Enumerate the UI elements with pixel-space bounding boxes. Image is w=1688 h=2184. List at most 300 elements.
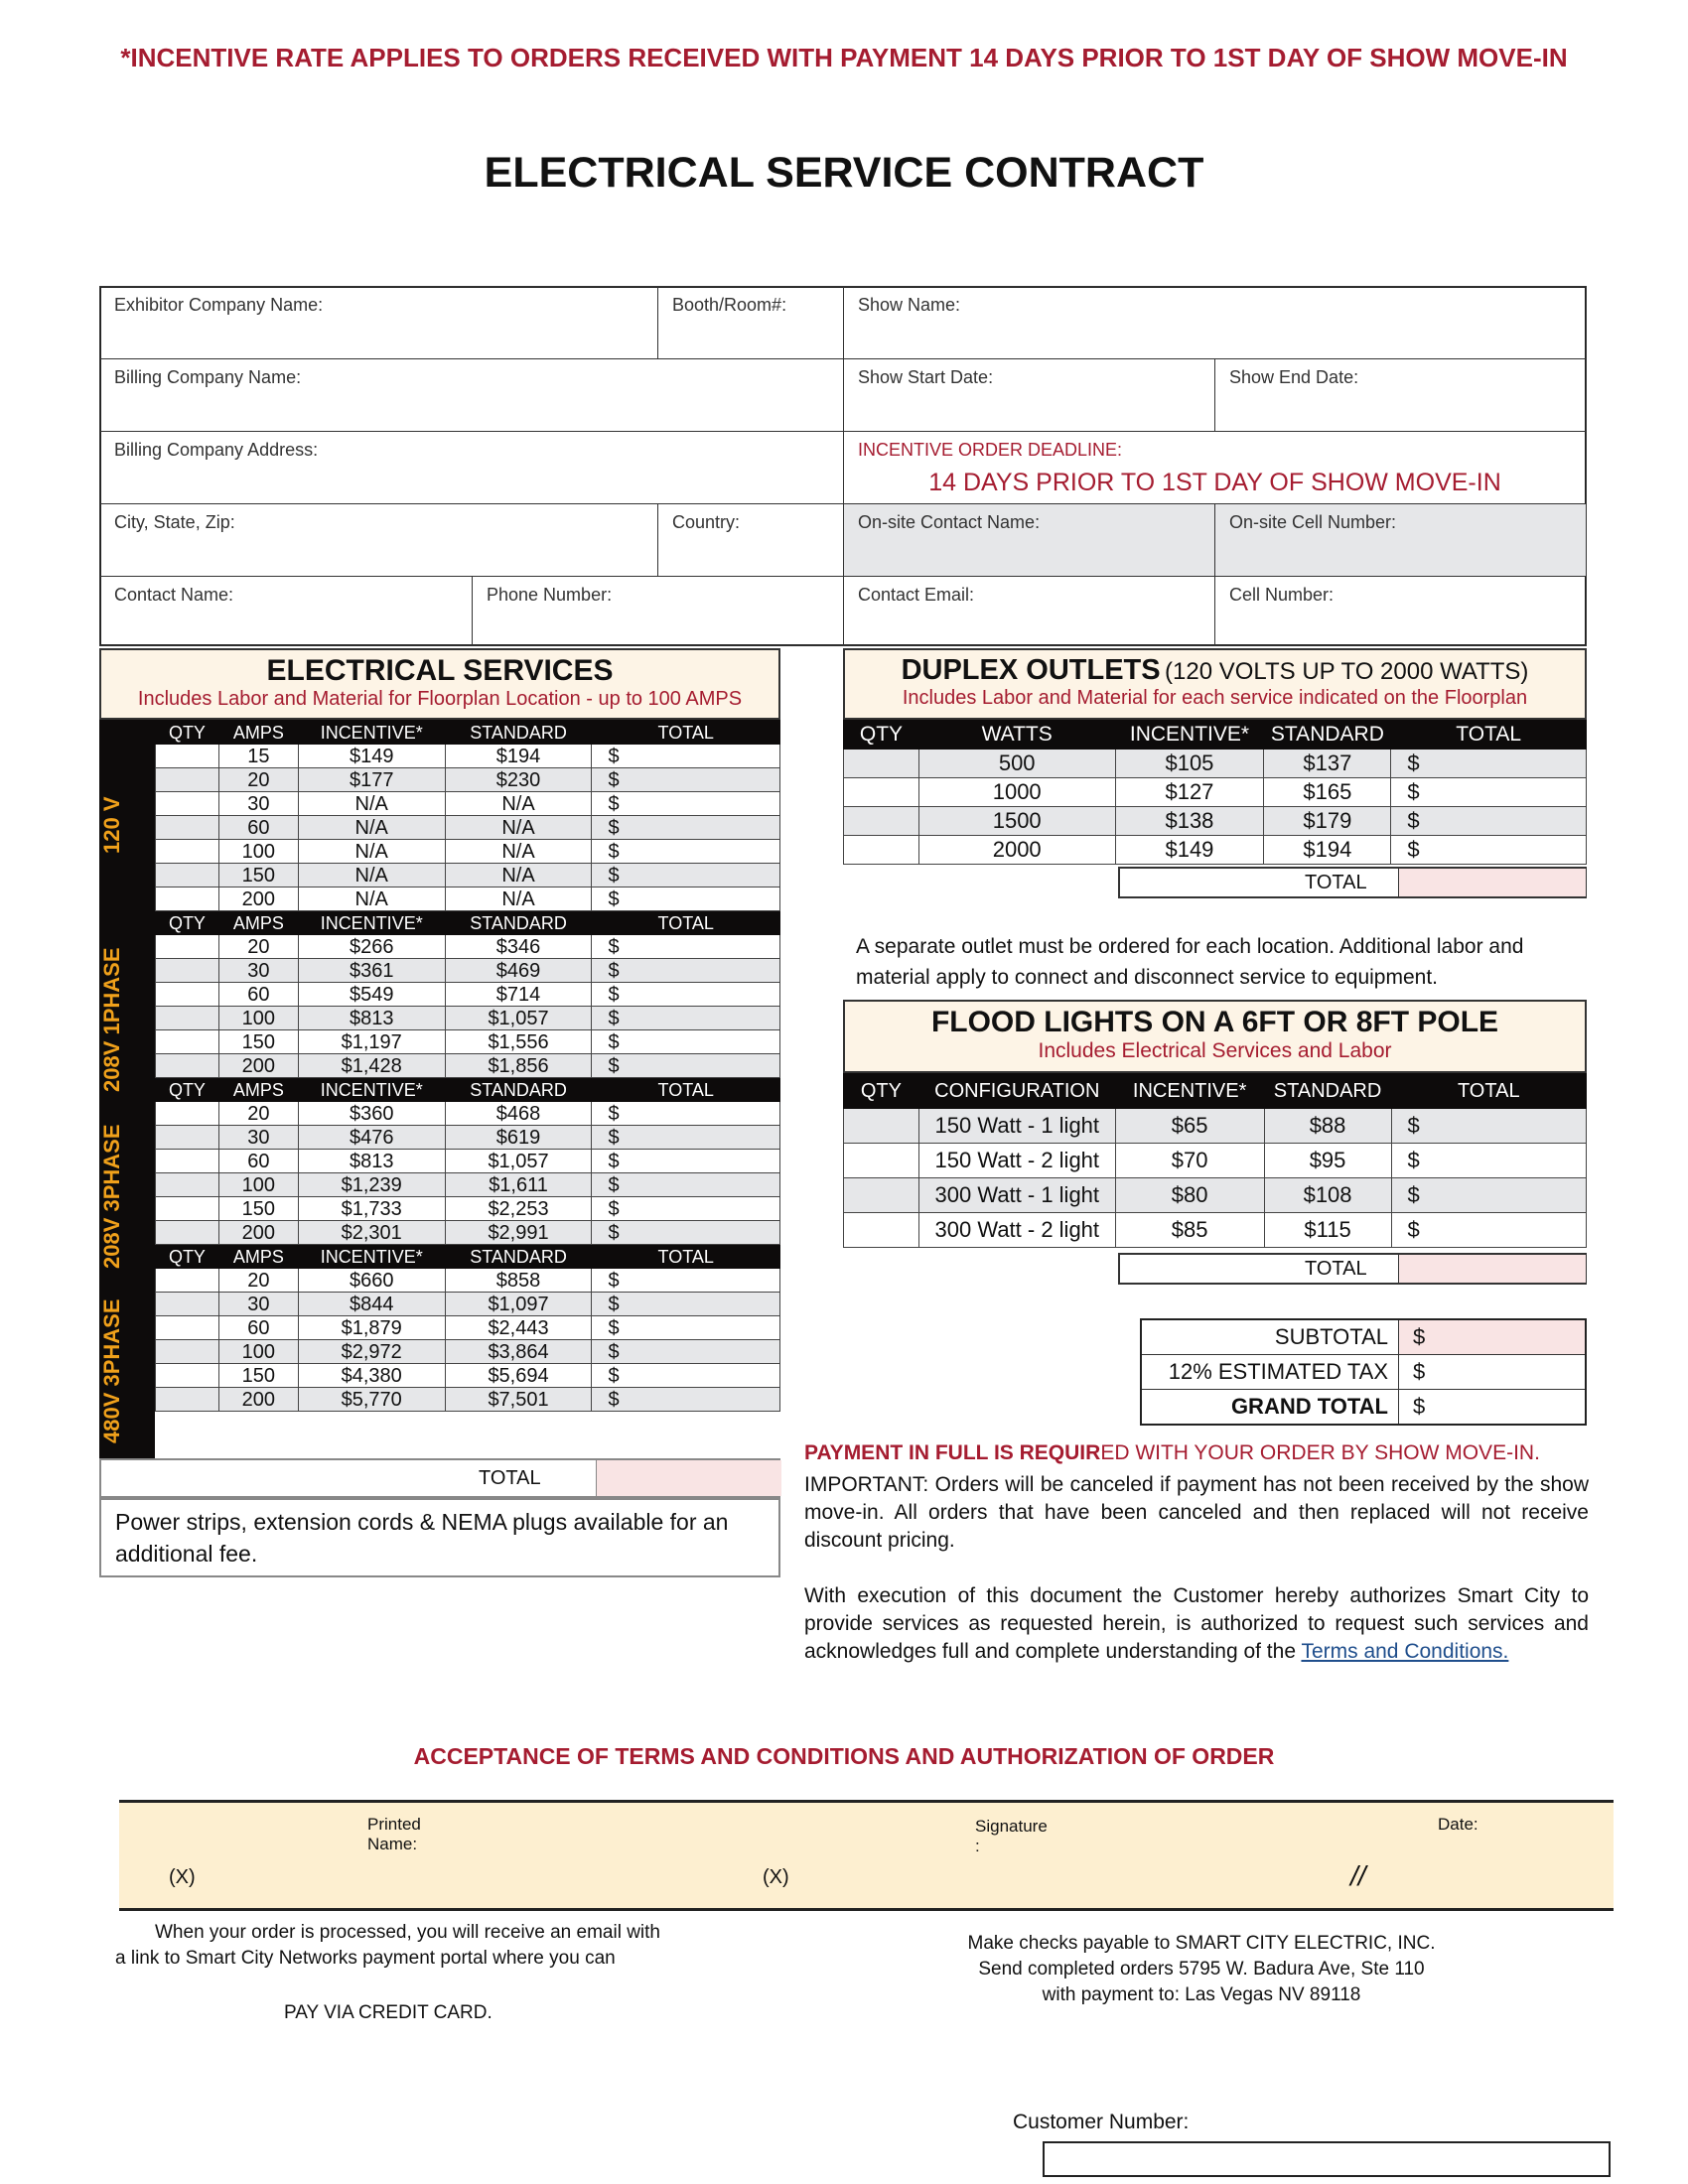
- standard-price: $1,611: [445, 1173, 592, 1197]
- electrical-row: [156, 840, 780, 864]
- qty-input[interactable]: [844, 1213, 919, 1248]
- group-label-480v-3phase: 480V 3PHASE: [99, 1284, 155, 1458]
- qty-input[interactable]: [156, 1197, 219, 1221]
- qty-input[interactable]: [156, 1102, 219, 1126]
- duplex-header: [843, 648, 1587, 720]
- row-total[interactable]: $: [592, 1150, 780, 1173]
- row-total[interactable]: $: [592, 1364, 780, 1388]
- electrical-row: [156, 1197, 780, 1221]
- qty-input[interactable]: [156, 864, 219, 887]
- deadline-value: 14 DAYS PRIOR TO 1ST DAY OF SHOW MOVE-IN: [928, 469, 1501, 496]
- column-header: AMPS: [218, 1078, 298, 1102]
- standard-price: $1,057: [445, 1007, 592, 1030]
- standard-price: N/A: [445, 816, 592, 840]
- phone-field[interactable]: Phone Number:: [472, 576, 844, 646]
- exhibitor-company-field[interactable]: Exhibitor Company Name:: [99, 286, 658, 359]
- amps-cell: 100: [218, 840, 298, 864]
- qty-input[interactable]: [156, 887, 219, 911]
- incentive-price: N/A: [298, 864, 445, 887]
- flood-lights-table: [843, 1073, 1587, 1248]
- onsite-cell-field[interactable]: On-site Cell Number:: [1214, 503, 1587, 577]
- row-total[interactable]: $: [592, 1126, 780, 1150]
- standard-price: $714: [445, 983, 592, 1007]
- watts-cell: 1000: [918, 778, 1115, 807]
- signature-field[interactable]: (X): [763, 1866, 789, 1888]
- qty-input[interactable]: [156, 768, 219, 792]
- qty-input[interactable]: [156, 1340, 219, 1364]
- country-field[interactable]: Country:: [657, 503, 844, 577]
- duplex-row: [844, 807, 1587, 836]
- electrical-row: [156, 768, 780, 792]
- deadline-label: INCENTIVE ORDER DEADLINE:: [858, 440, 1123, 460]
- standard-price: $1,556: [445, 1030, 592, 1054]
- watts-cell: 1500: [918, 807, 1115, 836]
- incentive-price: $2,972: [298, 1340, 445, 1364]
- electrical-row: [156, 1269, 780, 1293]
- contact-email-field[interactable]: Contact Email:: [843, 576, 1215, 646]
- standard-price: $2,991: [445, 1221, 592, 1245]
- duplex-total-value[interactable]: [1398, 869, 1586, 896]
- row-total[interactable]: $: [592, 840, 780, 864]
- qty-input[interactable]: [156, 1316, 219, 1340]
- electrical-row: [156, 983, 780, 1007]
- column-header: STANDARD: [445, 1245, 592, 1269]
- row-total[interactable]: $: [592, 1293, 780, 1316]
- incentive-price: $476: [298, 1126, 445, 1150]
- qty-input[interactable]: [844, 807, 919, 836]
- incentive-price: $2,301: [298, 1221, 445, 1245]
- row-total[interactable]: $: [592, 983, 780, 1007]
- qty-input[interactable]: [844, 1178, 919, 1213]
- standard-price: $2,253: [445, 1197, 592, 1221]
- billing-address-field[interactable]: Billing Company Address:: [99, 431, 844, 504]
- amps-cell: 20: [218, 1269, 298, 1293]
- tax-label: 12% ESTIMATED TAX: [1142, 1355, 1398, 1390]
- amps-cell: 200: [218, 1221, 298, 1245]
- row-total[interactable]: $: [592, 1007, 780, 1030]
- standard-price: N/A: [445, 840, 592, 864]
- electrical-row: [156, 816, 780, 840]
- flood-row: [844, 1213, 1587, 1248]
- standard-price: $194: [445, 745, 592, 768]
- row-total[interactable]: $: [592, 1102, 780, 1126]
- row-total[interactable]: $: [592, 935, 780, 959]
- electrical-table-container: [155, 720, 780, 1412]
- standard-price: $95: [1264, 1144, 1391, 1178]
- qty-input[interactable]: [156, 959, 219, 983]
- row-total[interactable]: $: [1391, 807, 1587, 836]
- important-note: IMPORTANT: Orders will be canceled if payment has not been received by the show move-in. All orders that have been canceled and then replaced will not receive discount pricing.: [804, 1473, 1589, 1552]
- amps-cell: 150: [218, 1197, 298, 1221]
- row-total[interactable]: $: [592, 1221, 780, 1245]
- incentive-banner: *INCENTIVE RATE APPLIES TO ORDERS RECEIVED WITH PAYMENT 14 DAYS PRIOR TO 1ST DAY OF SHOW MOVE-IN: [120, 43, 1568, 72]
- qty-input[interactable]: [156, 1054, 219, 1078]
- date-label: Date:: [1438, 1815, 1478, 1834]
- row-total[interactable]: $: [1391, 1144, 1586, 1178]
- execution-note: With execution of this document the Customer hereby authorizes Smart City to provide services as requested herein, is authorized to request such services and acknowledges full and complete understanding of the Terms and Conditions.: [804, 1584, 1589, 1663]
- row-total[interactable]: $: [592, 1173, 780, 1197]
- row-total[interactable]: $: [592, 1269, 780, 1293]
- incentive-price: $360: [298, 1102, 445, 1126]
- row-total[interactable]: $: [592, 745, 780, 768]
- row-total[interactable]: $: [1391, 1109, 1586, 1144]
- qty-input[interactable]: [156, 816, 219, 840]
- qty-input[interactable]: [156, 1030, 219, 1054]
- standard-price: $179: [1264, 807, 1391, 836]
- qty-input[interactable]: [844, 836, 919, 865]
- standard-price: $1,057: [445, 1150, 592, 1173]
- incentive-price: $177: [298, 768, 445, 792]
- duplex-title-suffix: (120 VOLTS UP TO 2000 WATTS): [1165, 658, 1529, 685]
- subtotal-value[interactable]: $: [1398, 1320, 1585, 1355]
- electrical-row: [156, 935, 780, 959]
- standard-price: $88: [1264, 1109, 1391, 1144]
- column-header: QTY: [156, 721, 219, 745]
- electrical-total-value[interactable]: [596, 1460, 781, 1496]
- incentive-price: $1,239: [298, 1173, 445, 1197]
- electrical-total-label: TOTAL: [479, 1467, 541, 1489]
- amps-cell: 60: [218, 983, 298, 1007]
- send-orders-line2: with payment to: Las Vegas NV 89118: [1042, 1984, 1361, 2005]
- incentive-price: $549: [298, 983, 445, 1007]
- incentive-price: $1,733: [298, 1197, 445, 1221]
- standard-price: $469: [445, 959, 592, 983]
- row-total[interactable]: $: [592, 887, 780, 911]
- qty-input[interactable]: [844, 778, 919, 807]
- electrical-header-row: [156, 911, 780, 935]
- printed-name-field[interactable]: (X): [169, 1866, 196, 1888]
- terms-link[interactable]: Terms and Conditions.: [1301, 1640, 1509, 1663]
- standard-price: $137: [1264, 750, 1391, 778]
- group-label-208v-3phase: 208V 3PHASE: [99, 1109, 155, 1284]
- configuration-cell: 150 Watt - 2 light: [918, 1144, 1115, 1178]
- totals-box: [1140, 1318, 1587, 1426]
- column-header: AMPS: [218, 911, 298, 935]
- standard-price: $346: [445, 935, 592, 959]
- standard-price: $230: [445, 768, 592, 792]
- column-header: INCENTIVE*: [1115, 721, 1264, 750]
- qty-input[interactable]: [156, 1388, 219, 1412]
- column-header: QTY: [844, 1074, 919, 1109]
- column-header: STANDARD: [1264, 1074, 1391, 1109]
- watts-cell: 500: [918, 750, 1115, 778]
- amps-cell: 20: [218, 935, 298, 959]
- incentive-deadline: [843, 431, 1587, 504]
- row-total[interactable]: $: [1391, 778, 1587, 807]
- qty-input[interactable]: [156, 792, 219, 816]
- column-header: QTY: [156, 911, 219, 935]
- qty-input[interactable]: [156, 1173, 219, 1197]
- column-header: STANDARD: [1264, 721, 1391, 750]
- column-header: INCENTIVE*: [298, 1245, 445, 1269]
- column-header: INCENTIVE*: [298, 721, 445, 745]
- group-label-208v-1phase: 208V 1PHASE: [99, 930, 155, 1109]
- amps-cell: 150: [218, 864, 298, 887]
- qty-input[interactable]: [844, 1144, 919, 1178]
- electrical-row: [156, 1102, 780, 1126]
- row-total[interactable]: $: [592, 792, 780, 816]
- incentive-price: $813: [298, 1150, 445, 1173]
- customer-number-label: Customer Number:: [1013, 2111, 1190, 2133]
- electrical-title: ELECTRICAL SERVICES: [266, 654, 614, 687]
- incentive-price: $1,197: [298, 1030, 445, 1054]
- subtotal-label: SUBTOTAL: [1142, 1320, 1398, 1355]
- page-title: ELECTRICAL SERVICE CONTRACT: [484, 149, 1204, 197]
- pay-via-credit-card: PAY VIA CREDIT CARD.: [284, 2002, 492, 2023]
- checks-payable: Make checks payable to SMART CITY ELECTRIC, INC.: [967, 1933, 1436, 1954]
- row-total[interactable]: $: [592, 1197, 780, 1221]
- power-strips-note: Power strips, extension cords & NEMA plugs available for an additional fee.: [99, 1498, 780, 1577]
- amps-cell: 30: [218, 792, 298, 816]
- incentive-price: N/A: [298, 840, 445, 864]
- incentive-price: $660: [298, 1269, 445, 1293]
- city-state-zip-field[interactable]: City, State, Zip:: [99, 503, 658, 577]
- show-start-field[interactable]: Show Start Date:: [843, 358, 1215, 432]
- electrical-row: [156, 887, 780, 911]
- group-label-120v: 120 V: [99, 720, 155, 930]
- show-name-field[interactable]: Show Name:: [843, 286, 1587, 359]
- incentive-price: $1,879: [298, 1316, 445, 1340]
- electrical-row: [156, 1388, 780, 1412]
- amps-cell: 200: [218, 1054, 298, 1078]
- qty-input[interactable]: [844, 750, 919, 778]
- standard-price: $619: [445, 1126, 592, 1150]
- incentive-price: $65: [1115, 1109, 1264, 1144]
- amps-cell: 60: [218, 1150, 298, 1173]
- qty-input[interactable]: [156, 1126, 219, 1150]
- column-header: STANDARD: [445, 911, 592, 935]
- electrical-row: [156, 1316, 780, 1340]
- duplex-table: [843, 720, 1587, 865]
- row-total[interactable]: $: [592, 816, 780, 840]
- row-total[interactable]: $: [592, 1340, 780, 1364]
- row-total[interactable]: $: [592, 1030, 780, 1054]
- amps-cell: 100: [218, 1173, 298, 1197]
- electrical-table: [155, 720, 780, 1412]
- duplex-row: [844, 778, 1587, 807]
- incentive-price: N/A: [298, 792, 445, 816]
- contact-name-field[interactable]: Contact Name:: [99, 576, 473, 646]
- incentive-price: $149: [298, 745, 445, 768]
- incentive-price: $813: [298, 1007, 445, 1030]
- incentive-price: $266: [298, 935, 445, 959]
- amps-cell: 60: [218, 1316, 298, 1340]
- flood-lights-header: [843, 1000, 1587, 1073]
- standard-price: $108: [1264, 1178, 1391, 1213]
- amps-cell: 20: [218, 768, 298, 792]
- signature-label: Signature :: [975, 1817, 1048, 1855]
- qty-input[interactable]: [844, 1109, 919, 1144]
- column-header: STANDARD: [445, 1078, 592, 1102]
- incentive-price: N/A: [298, 887, 445, 911]
- configuration-cell: 300 Watt - 2 light: [918, 1213, 1115, 1248]
- electrical-row: [156, 745, 780, 768]
- signature-band: [119, 1800, 1614, 1911]
- qty-input[interactable]: [156, 1293, 219, 1316]
- row-total[interactable]: $: [592, 1388, 780, 1412]
- amps-cell: 15: [218, 745, 298, 768]
- mailing-instructions: [894, 1931, 1509, 2008]
- column-header: QTY: [156, 1078, 219, 1102]
- standard-price: $115: [1264, 1213, 1391, 1248]
- incentive-price: N/A: [298, 816, 445, 840]
- flood-table-container: [843, 1073, 1587, 1248]
- standard-price: $3,864: [445, 1340, 592, 1364]
- electrical-row: [156, 1054, 780, 1078]
- incentive-price: $1,428: [298, 1054, 445, 1078]
- column-header: TOTAL: [1391, 721, 1587, 750]
- flood-total-value[interactable]: [1398, 1255, 1586, 1283]
- column-header: TOTAL: [592, 721, 780, 745]
- row-total[interactable]: $: [592, 959, 780, 983]
- row-total[interactable]: $: [1391, 750, 1587, 778]
- qty-input[interactable]: [156, 1364, 219, 1388]
- standard-price: $858: [445, 1269, 592, 1293]
- acceptance-heading: ACCEPTANCE OF TERMS AND CONDITIONS AND AUTHORIZATION OF ORDER: [413, 1743, 1275, 1769]
- amps-cell: 100: [218, 1340, 298, 1364]
- column-header: AMPS: [218, 721, 298, 745]
- column-header: QTY: [844, 721, 919, 750]
- payment-headline: PAYMENT IN FULL IS REQUIRED WITH YOUR ORDER BY SHOW MOVE-IN.: [804, 1441, 1540, 1464]
- flood-row: [844, 1109, 1587, 1144]
- amps-cell: 30: [218, 1293, 298, 1316]
- standard-price: $1,856: [445, 1054, 592, 1078]
- standard-price: $1,097: [445, 1293, 592, 1316]
- configuration-cell: 150 Watt - 1 light: [918, 1109, 1115, 1144]
- row-total[interactable]: $: [1391, 1178, 1586, 1213]
- electrical-row: [156, 959, 780, 983]
- incentive-price: $70: [1115, 1144, 1264, 1178]
- amps-cell: 100: [218, 1007, 298, 1030]
- incentive-price: $844: [298, 1293, 445, 1316]
- row-total[interactable]: $: [592, 1054, 780, 1078]
- incentive-price: $361: [298, 959, 445, 983]
- grand-total-label: GRAND TOTAL: [1230, 1394, 1388, 1419]
- qty-input[interactable]: [156, 1007, 219, 1030]
- column-header: INCENTIVE*: [1115, 1074, 1264, 1109]
- column-header: TOTAL: [1391, 1074, 1586, 1109]
- amps-cell: 150: [218, 1030, 298, 1054]
- electrical-subtitle: Includes Labor and Material for Floorplan Location - up to 100 AMPS: [137, 688, 743, 710]
- qty-input[interactable]: [156, 1150, 219, 1173]
- amps-cell: 20: [218, 1102, 298, 1126]
- amps-cell: 30: [218, 1126, 298, 1150]
- cell-number-field[interactable]: Cell Number:: [1214, 576, 1587, 646]
- electrical-row: [156, 864, 780, 887]
- duplex-row: [844, 836, 1587, 865]
- flood-row: [844, 1178, 1587, 1213]
- flood-title: FLOOD LIGHTS ON A 6FT OR 8FT POLE: [930, 1006, 1499, 1038]
- customer-number-field[interactable]: [1043, 2141, 1611, 2177]
- duplex-note: A separate outlet must be ordered for each location. Additional labor and material apply to connect and disconnect service to equipment.: [856, 935, 1524, 989]
- flood-header-row: [844, 1074, 1587, 1109]
- standard-price: $468: [445, 1102, 592, 1126]
- tax-value[interactable]: $: [1398, 1355, 1585, 1390]
- incentive-price: $80: [1115, 1178, 1264, 1213]
- amps-cell: 200: [218, 887, 298, 911]
- electrical-row: [156, 1030, 780, 1054]
- duplex-total-row: [1118, 867, 1587, 898]
- electrical-total-row: [99, 1458, 780, 1498]
- amps-cell: 60: [218, 816, 298, 840]
- incentive-price: $105: [1115, 750, 1264, 778]
- electrical-row: [156, 792, 780, 816]
- column-header: AMPS: [218, 1245, 298, 1269]
- column-header: WATTS: [918, 721, 1115, 750]
- amps-cell: 150: [218, 1364, 298, 1388]
- electrical-row: [156, 1126, 780, 1150]
- booth-field[interactable]: Booth/Room#:: [657, 286, 844, 359]
- electrical-row: [156, 1221, 780, 1245]
- electrical-row: [156, 1340, 780, 1364]
- show-end-field[interactable]: Show End Date:: [1214, 358, 1587, 432]
- flood-total-row: [1118, 1253, 1587, 1285]
- configuration-cell: 300 Watt - 1 light: [918, 1178, 1115, 1213]
- standard-price: $7,501: [445, 1388, 592, 1412]
- electrical-row: [156, 1293, 780, 1316]
- duplex-title: DUPLEX OUTLETS: [901, 654, 1161, 686]
- incentive-price: $5,770: [298, 1388, 445, 1412]
- standard-price: N/A: [445, 887, 592, 911]
- electrical-header-row: [156, 1245, 780, 1269]
- duplex-total-label: TOTAL: [1305, 872, 1367, 893]
- qty-input[interactable]: [156, 1269, 219, 1293]
- incentive-price: $149: [1115, 836, 1264, 865]
- column-header: STANDARD: [445, 721, 592, 745]
- qty-input[interactable]: [156, 983, 219, 1007]
- standard-price: $2,443: [445, 1316, 592, 1340]
- column-header: QTY: [156, 1245, 219, 1269]
- electrical-header-row: [156, 1078, 780, 1102]
- electrical-row: [156, 1364, 780, 1388]
- duplex-header-row: [844, 721, 1587, 750]
- row-total[interactable]: $: [1391, 1213, 1586, 1248]
- row-total[interactable]: $: [592, 864, 780, 887]
- column-header: TOTAL: [592, 1245, 780, 1269]
- amps-cell: 30: [218, 959, 298, 983]
- onsite-contact-field[interactable]: On-site Contact Name:: [843, 503, 1215, 577]
- qty-input[interactable]: [156, 840, 219, 864]
- column-header: INCENTIVE*: [298, 1078, 445, 1102]
- incentive-price: $85: [1115, 1213, 1264, 1248]
- grand-total-value[interactable]: $: [1398, 1390, 1585, 1424]
- qty-input[interactable]: [156, 935, 219, 959]
- qty-input[interactable]: [156, 745, 219, 768]
- electrical-header-row: [156, 721, 780, 745]
- row-total[interactable]: $: [1391, 836, 1587, 865]
- send-orders-line1: Send completed orders 5795 W. Badura Ave, Ste 110: [978, 1959, 1425, 1979]
- qty-input[interactable]: [156, 1221, 219, 1245]
- flood-total-label: TOTAL: [1305, 1258, 1367, 1280]
- duplex-table-container: [843, 720, 1587, 865]
- duplex-row: [844, 750, 1587, 778]
- billing-company-field[interactable]: Billing Company Name:: [99, 358, 844, 432]
- email-note: When your order is processed, you will receive an email with a link to Smart City Networks payment portal where you can: [115, 1922, 660, 1969]
- electrical-row: [156, 1173, 780, 1197]
- row-total[interactable]: $: [592, 1316, 780, 1340]
- amps-cell: 200: [218, 1388, 298, 1412]
- standard-price: $165: [1264, 778, 1391, 807]
- standard-price: N/A: [445, 792, 592, 816]
- column-header: TOTAL: [592, 1078, 780, 1102]
- column-header: INCENTIVE*: [298, 911, 445, 935]
- electrical-services-header: [99, 648, 780, 720]
- electrical-row: [156, 1150, 780, 1173]
- date-field[interactable]: //: [1350, 1860, 1366, 1891]
- column-header: CONFIGURATION: [918, 1074, 1115, 1109]
- row-total[interactable]: $: [592, 768, 780, 792]
- standard-price: $5,694: [445, 1364, 592, 1388]
